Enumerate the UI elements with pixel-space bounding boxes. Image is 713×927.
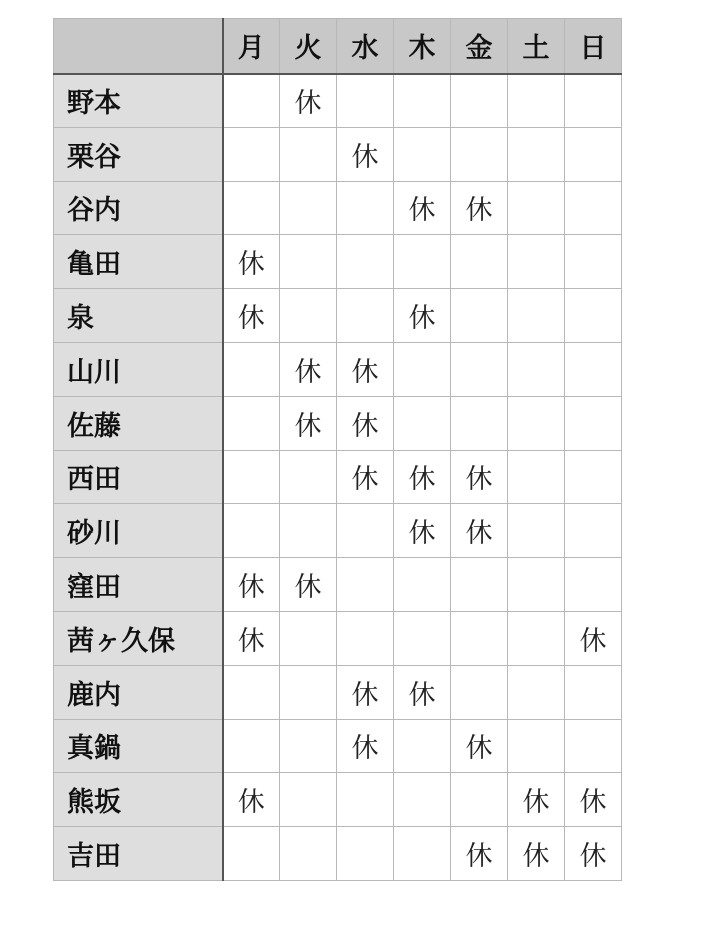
schedule-cell-sun[interactable] [565, 342, 622, 396]
schedule-cell-thu[interactable]: 休 [394, 665, 451, 719]
employee-name-cell[interactable]: 窪田 [54, 558, 223, 612]
employee-name-cell[interactable]: 真鍋 [54, 719, 223, 773]
schedule-cell-sun[interactable] [565, 719, 622, 773]
table-row [54, 719, 622, 773]
schedule-cell-fri[interactable] [451, 289, 508, 343]
table-row [54, 558, 622, 612]
schedule-cell-wed[interactable] [337, 181, 394, 235]
schedule-cell-thu[interactable] [394, 342, 451, 396]
schedule-cell-sat[interactable] [508, 611, 565, 665]
schedule-cell-mon[interactable] [223, 719, 280, 773]
schedule-cell-thu[interactable]: 休 [394, 504, 451, 558]
schedule-cell-sat[interactable] [508, 450, 565, 504]
schedule-cell-tue[interactable]: 休 [280, 342, 337, 396]
schedule-cell-mon[interactable]: 休 [223, 611, 280, 665]
table-row [54, 665, 622, 719]
schedule-cell-fri[interactable]: 休 [451, 719, 508, 773]
schedule-cell-mon[interactable] [223, 827, 280, 881]
schedule-cell-tue[interactable]: 休 [280, 558, 337, 612]
employee-name-cell[interactable]: 砂川 [54, 504, 223, 558]
employee-name-cell[interactable]: 佐藤 [54, 396, 223, 450]
corner-cell[interactable] [54, 19, 223, 74]
schedule-cell-mon[interactable] [223, 127, 280, 181]
schedule-cell-sat[interactable]: 休 [508, 827, 565, 881]
schedule-cell-tue[interactable] [280, 181, 337, 235]
day-header-sat[interactable]: 土 [508, 19, 565, 74]
employee-name-cell[interactable]: 亀田 [54, 235, 223, 289]
schedule-cell-mon[interactable] [223, 396, 280, 450]
day-header-mon[interactable]: 月 [223, 19, 280, 74]
employee-name-cell[interactable]: 西田 [54, 450, 223, 504]
schedule-cell-mon[interactable] [223, 504, 280, 558]
schedule-cell-sat[interactable] [508, 342, 565, 396]
table-row [54, 127, 622, 181]
schedule-cell-wed[interactable] [337, 74, 394, 128]
employee-name-cell[interactable]: 山川 [54, 342, 223, 396]
schedule-cell-tue[interactable] [280, 719, 337, 773]
schedule-cell-mon[interactable] [223, 450, 280, 504]
schedule-cell-thu[interactable] [394, 719, 451, 773]
schedule-cell-wed[interactable]: 休 [337, 342, 394, 396]
schedule-cell-fri[interactable] [451, 665, 508, 719]
table-row [54, 235, 622, 289]
table-row [54, 396, 622, 450]
employee-name-cell[interactable]: 野本 [54, 74, 223, 128]
schedule-cell-tue[interactable] [280, 665, 337, 719]
schedule-cell-mon[interactable] [223, 665, 280, 719]
schedule-cell-sun[interactable] [565, 450, 622, 504]
schedule-cell-sun[interactable] [565, 396, 622, 450]
day-header-wed[interactable]: 水 [337, 19, 394, 74]
schedule-cell-wed[interactable]: 休 [337, 127, 394, 181]
schedule-cell-sat[interactable] [508, 719, 565, 773]
table-row [54, 611, 622, 665]
schedule-cell-fri[interactable] [451, 127, 508, 181]
schedule-cell-mon[interactable]: 休 [223, 235, 280, 289]
schedule-cell-fri[interactable] [451, 342, 508, 396]
schedule-cell-fri[interactable]: 休 [451, 181, 508, 235]
schedule-cell-mon[interactable]: 休 [223, 773, 280, 827]
employee-name-cell[interactable]: 茜ヶ久保 [54, 611, 223, 665]
schedule-cell-fri[interactable] [451, 74, 508, 128]
schedule-cell-tue[interactable] [280, 289, 337, 343]
employee-name-cell[interactable]: 谷内 [54, 181, 223, 235]
schedule-cell-wed[interactable]: 休 [337, 450, 394, 504]
schedule-cell-tue[interactable] [280, 611, 337, 665]
schedule-cell-fri[interactable] [451, 611, 508, 665]
schedule-body [54, 74, 622, 881]
schedule-cell-thu[interactable] [394, 235, 451, 289]
schedule-cell-sun[interactable] [565, 127, 622, 181]
schedule-cell-wed[interactable] [337, 827, 394, 881]
schedule-cell-sun[interactable] [565, 558, 622, 612]
schedule-cell-sun[interactable] [565, 504, 622, 558]
schedule-cell-sun[interactable] [565, 665, 622, 719]
schedule-cell-tue[interactable] [280, 450, 337, 504]
schedule-cell-fri[interactable] [451, 773, 508, 827]
schedule-cell-wed[interactable]: 休 [337, 396, 394, 450]
schedule-cell-tue[interactable] [280, 504, 337, 558]
schedule-cell-sat[interactable] [508, 289, 565, 343]
day-header-tue[interactable]: 火 [280, 19, 337, 74]
day-header-thu[interactable]: 木 [394, 19, 451, 74]
schedule-cell-mon[interactable]: 休 [223, 289, 280, 343]
schedule-cell-thu[interactable] [394, 74, 451, 128]
schedule-cell-sun[interactable]: 休 [565, 827, 622, 881]
schedule-cell-sun[interactable] [565, 289, 622, 343]
employee-name-cell[interactable]: 泉 [54, 289, 223, 343]
schedule-cell-tue[interactable] [280, 773, 337, 827]
table-row [54, 773, 622, 827]
schedule-cell-tue[interactable] [280, 127, 337, 181]
schedule-cell-mon[interactable]: 休 [223, 558, 280, 612]
schedule-cell-fri[interactable]: 休 [451, 450, 508, 504]
schedule-cell-fri[interactable] [451, 396, 508, 450]
schedule-cell-thu[interactable] [394, 773, 451, 827]
schedule-cell-wed[interactable] [337, 558, 394, 612]
schedule-cell-sun[interactable] [565, 181, 622, 235]
day-header-sun[interactable]: 日 [565, 19, 622, 74]
schedule-cell-tue[interactable]: 休 [280, 396, 337, 450]
schedule-cell-sat[interactable] [508, 396, 565, 450]
schedule-cell-wed[interactable] [337, 235, 394, 289]
schedule-cell-thu[interactable]: 休 [394, 289, 451, 343]
schedule-cell-tue[interactable]: 休 [280, 74, 337, 128]
schedule-cell-sat[interactable]: 休 [508, 773, 565, 827]
schedule-cell-mon[interactable] [223, 181, 280, 235]
schedule-cell-sat[interactable] [508, 558, 565, 612]
shift-schedule-table [53, 18, 622, 881]
schedule-cell-mon[interactable] [223, 342, 280, 396]
schedule-cell-tue[interactable] [280, 827, 337, 881]
day-header-fri[interactable]: 金 [451, 19, 508, 74]
schedule-cell-sun[interactable]: 休 [565, 611, 622, 665]
schedule-cell-wed[interactable] [337, 504, 394, 558]
table-row [54, 289, 622, 343]
table-row [54, 181, 622, 235]
schedule-cell-wed[interactable]: 休 [337, 665, 394, 719]
table-row [54, 504, 622, 558]
employee-name-cell[interactable]: 鹿内 [54, 665, 223, 719]
schedule-cell-sat[interactable] [508, 235, 565, 289]
schedule-cell-sat[interactable] [508, 74, 565, 128]
schedule-cell-thu[interactable]: 休 [394, 181, 451, 235]
schedule-cell-sun[interactable] [565, 74, 622, 128]
schedule-cell-thu[interactable] [394, 611, 451, 665]
table-row [54, 342, 622, 396]
schedule-cell-sat[interactable] [508, 181, 565, 235]
schedule-cell-mon[interactable] [223, 74, 280, 128]
schedule-cell-sun[interactable] [565, 235, 622, 289]
employee-name-cell[interactable]: 吉田 [54, 827, 223, 881]
schedule-cell-thu[interactable]: 休 [394, 450, 451, 504]
employee-name-cell[interactable]: 栗谷 [54, 127, 223, 181]
schedule-cell-wed[interactable] [337, 289, 394, 343]
schedule-cell-fri[interactable]: 休 [451, 827, 508, 881]
schedule-cell-wed[interactable]: 休 [337, 719, 394, 773]
header-row [54, 19, 622, 74]
schedule-cell-thu[interactable] [394, 827, 451, 881]
schedule-cell-sat[interactable] [508, 127, 565, 181]
schedule-cell-fri[interactable] [451, 235, 508, 289]
table-row [54, 74, 622, 128]
schedule-cell-thu[interactable] [394, 396, 451, 450]
schedule-cell-thu[interactable] [394, 127, 451, 181]
schedule-cell-wed[interactable] [337, 611, 394, 665]
table-row [54, 827, 622, 881]
schedule-cell-tue[interactable] [280, 235, 337, 289]
schedule-cell-sat[interactable] [508, 504, 565, 558]
schedule-cell-fri[interactable] [451, 558, 508, 612]
schedule-cell-thu[interactable] [394, 558, 451, 612]
employee-name-cell[interactable]: 熊坂 [54, 773, 223, 827]
schedule-cell-sun[interactable]: 休 [565, 773, 622, 827]
schedule-cell-wed[interactable] [337, 773, 394, 827]
schedule-cell-sat[interactable] [508, 665, 565, 719]
table-row [54, 450, 622, 504]
schedule-cell-fri[interactable]: 休 [451, 504, 508, 558]
